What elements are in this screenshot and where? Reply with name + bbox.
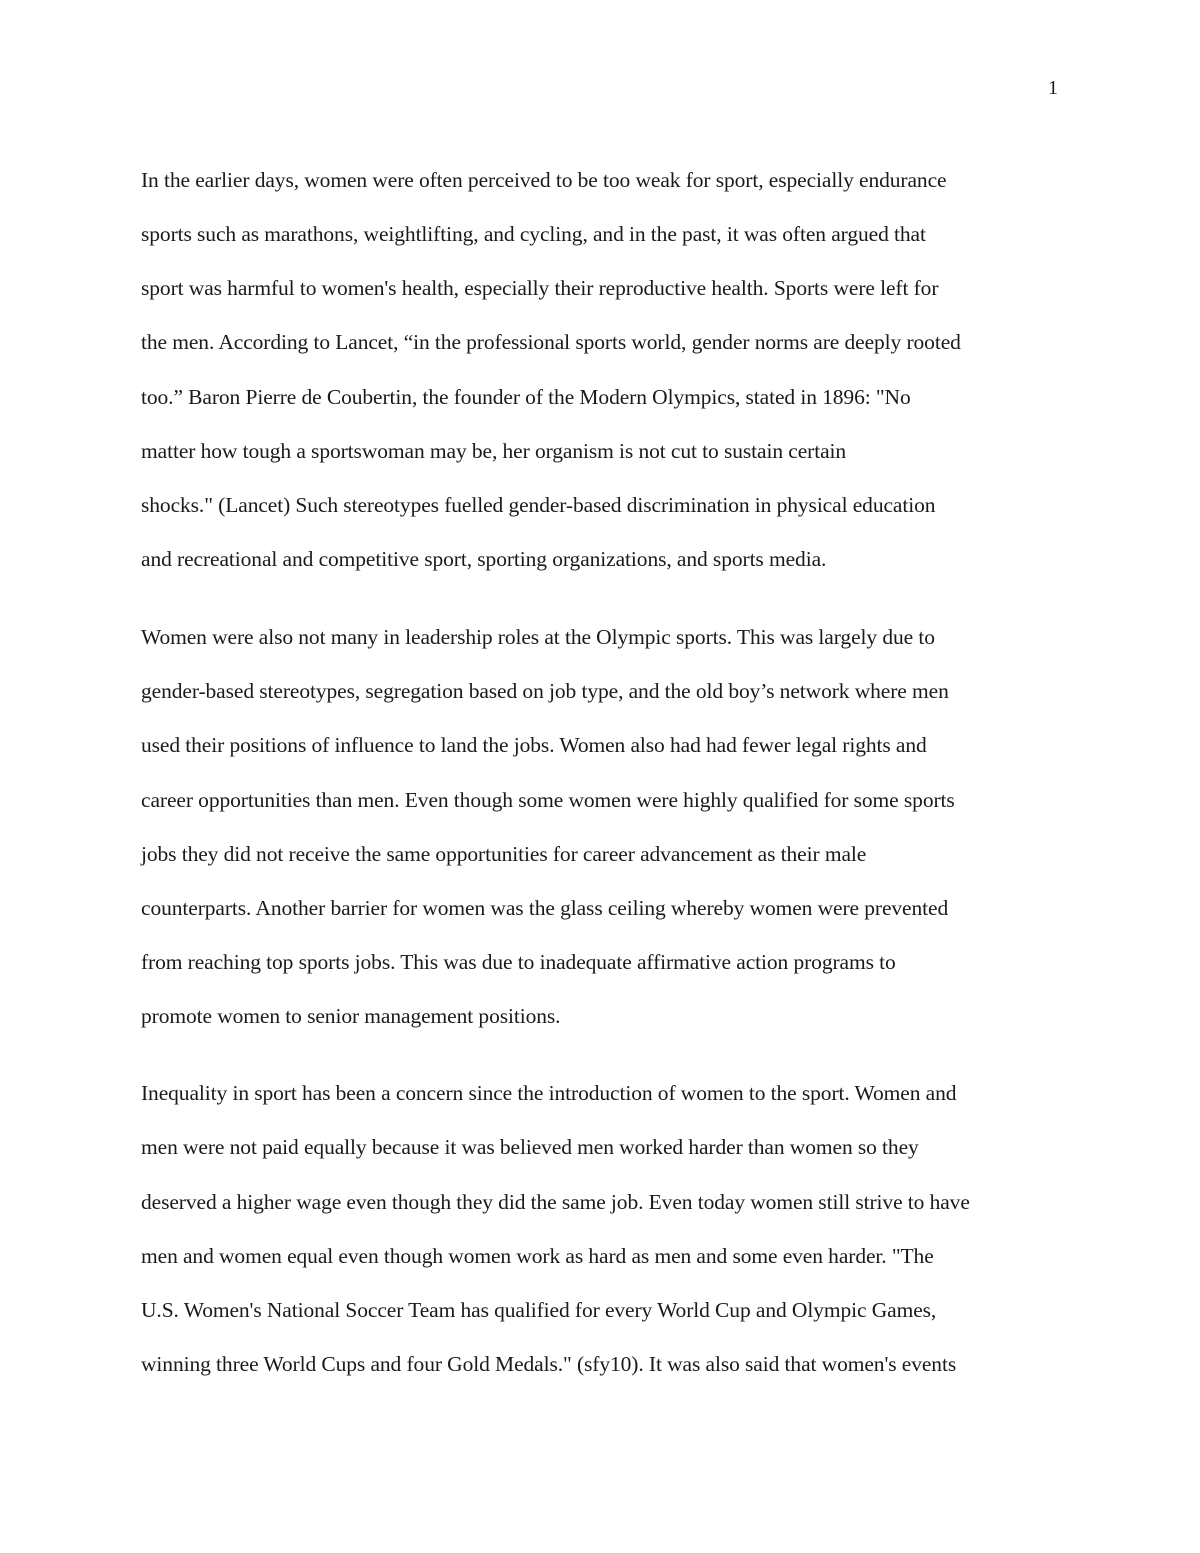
text-line: counterparts. Another barrier for women was the glass ceiling whereby women were prevented bbox=[141, 896, 949, 920]
text-line: career opportunities than men. Even though some women were highly qualified for some sports bbox=[141, 788, 955, 812]
text-line: men and women equal even though women work as hard as men and some even harder. "The bbox=[141, 1244, 934, 1268]
text-line: and recreational and competitive sport, sporting organizations, and sports media. bbox=[141, 547, 827, 571]
text-line: sport was harmful to women's health, especially their reproductive health. Sports were left for bbox=[141, 276, 939, 300]
text-line: deserved a higher wage even though they did the same job. Even today women still strive to have bbox=[141, 1190, 970, 1214]
page-number: 1 bbox=[1048, 77, 1058, 99]
text-line: Women were also not many in leadership roles at the Olympic sports. This was largely due to bbox=[141, 625, 935, 649]
text-line: men were not paid equally because it was believed men worked harder than women so they bbox=[141, 1135, 919, 1159]
text-line: promote women to senior management positions. bbox=[141, 1004, 561, 1028]
text-line: the men. According to Lancet, “in the professional sports world, gender norms are deeply rooted bbox=[141, 330, 961, 354]
text-line: In the earlier days, women were often perceived to be too weak for sport, especially endurance bbox=[141, 168, 947, 192]
text-line: from reaching top sports jobs. This was due to inadequate affirmative action programs to bbox=[141, 950, 896, 974]
text-line: matter how tough a sportswoman may be, her organism is not cut to sustain certain bbox=[141, 439, 847, 463]
text-line: U.S. Women's National Soccer Team has qualified for every World Cup and Olympic Games, bbox=[141, 1298, 937, 1322]
text-line: gender-based stereotypes, segregation based on job type, and the old boy’s network where men bbox=[141, 679, 949, 703]
text-line: jobs they did not receive the same opportunities for career advancement as their male bbox=[141, 842, 867, 866]
text-line: winning three World Cups and four Gold Medals." (sfy10). It was also said that women's events bbox=[141, 1352, 957, 1376]
text-line: Inequality in sport has been a concern since the introduction of women to the sport. Women and bbox=[141, 1081, 957, 1105]
text-line: shocks." (Lancet) Such stereotypes fuelled gender-based discrimination in physical education bbox=[141, 493, 936, 517]
text-line: used their positions of influence to land the jobs. Women also had had fewer legal rights and bbox=[141, 733, 927, 757]
text-line: sports such as marathons, weightlifting, and cycling, and in the past, it was often argued that bbox=[141, 222, 926, 246]
text-line: too.” Baron Pierre de Coubertin, the founder of the Modern Olympics, stated in 1896: "No bbox=[141, 385, 911, 409]
